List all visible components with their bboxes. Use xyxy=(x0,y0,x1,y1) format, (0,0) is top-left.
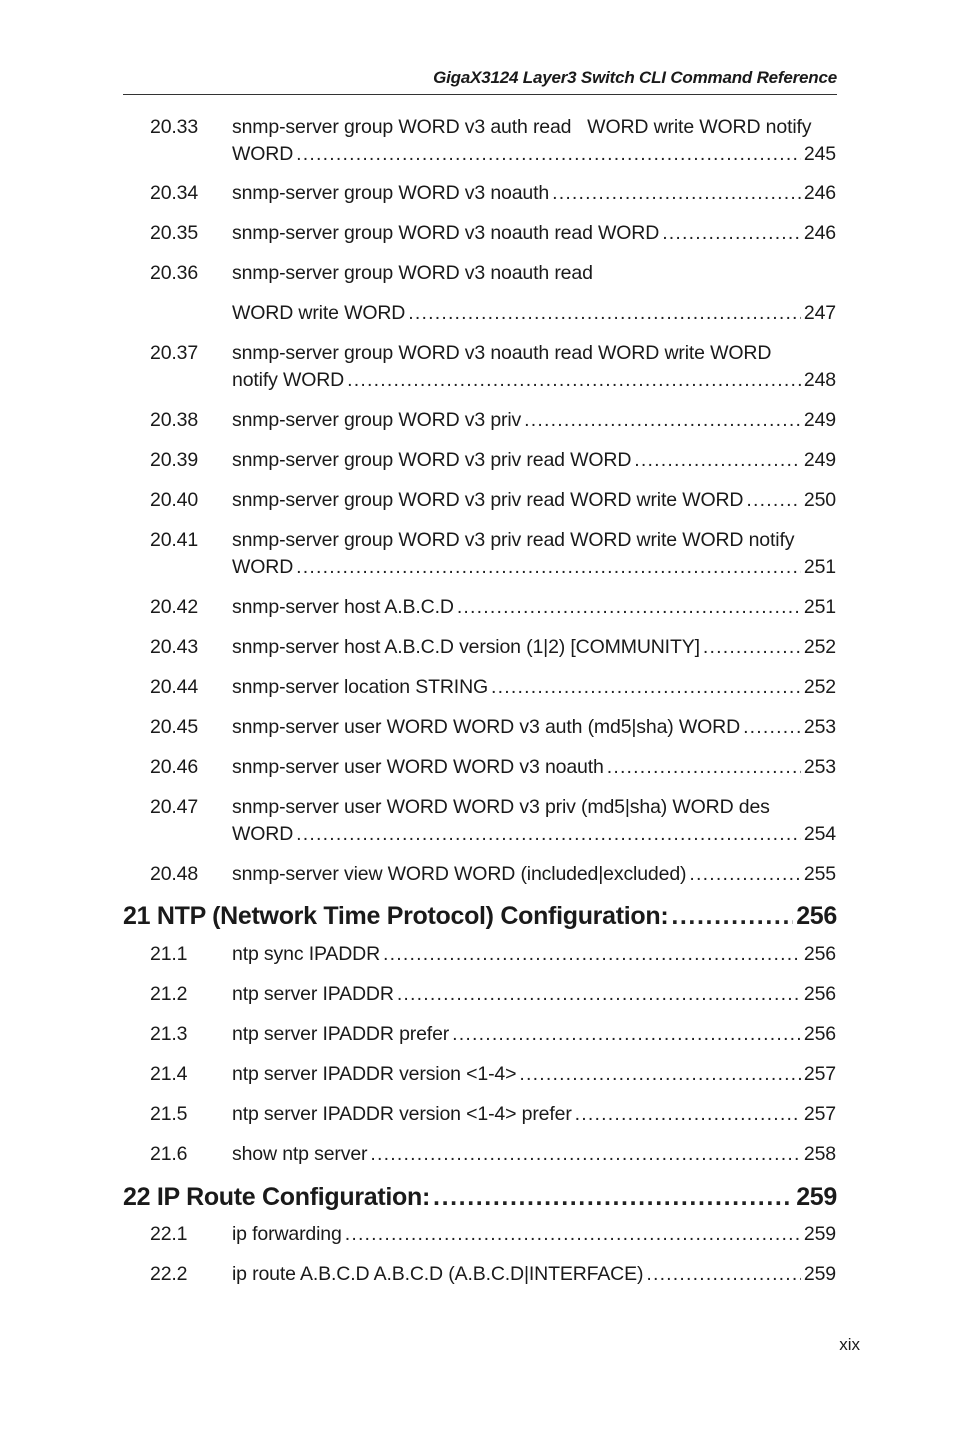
toc-entry-number: 20.45 xyxy=(150,716,199,738)
toc-entry-title-line1: snmp-server group WORD v3 noauth read xyxy=(232,262,593,284)
toc-entry-title: ntp sync IPADDR xyxy=(232,943,381,965)
toc-entry-title: notify WORD xyxy=(232,369,345,391)
dot-leader xyxy=(296,554,801,581)
toc-entry-title: snmp-server view WORD WORD (included|excluded) xyxy=(232,863,687,885)
toc-entry-title: ntp server IPADDR version <1-4> prefer xyxy=(232,1103,572,1125)
toc-entry-page: 247 xyxy=(803,302,836,324)
toc-entry-title: snmp-server group WORD v3 priv read WORD xyxy=(232,449,632,471)
toc-entry-number: 20.35 xyxy=(150,222,199,244)
toc-entry-title: snmp-server user WORD WORD v3 noauth xyxy=(232,756,604,778)
toc-entry-number: 20.48 xyxy=(150,863,199,885)
toc-entry-page: 249 xyxy=(803,409,836,431)
dot-leader xyxy=(383,941,801,968)
toc-entry-title: WORD write WORD xyxy=(232,302,406,324)
page-number: xix xyxy=(839,1335,860,1354)
toc-entry-number: 20.33 xyxy=(150,116,199,138)
dot-leader xyxy=(671,900,793,932)
toc-entry-title: ip route A.B.C.D A.B.C.D (A.B.C.D|INTERFACE) xyxy=(232,1263,644,1285)
toc-entry-title: snmp-server group WORD v3 priv read WORD write WORD xyxy=(232,489,744,511)
toc-entry-title: WORD xyxy=(232,823,294,845)
toc-entry-number: 20.41 xyxy=(150,529,199,551)
dot-leader xyxy=(746,487,801,514)
toc-chapter-title: 21 NTP (Network Time Protocol) Configuration: xyxy=(123,902,669,930)
toc-entry-title: WORD xyxy=(232,143,294,165)
toc-entry-page: 256 xyxy=(803,1023,836,1045)
toc-chapter-page: 256 xyxy=(796,902,837,930)
toc-entry-page: 259 xyxy=(803,1263,836,1285)
toc-entry-number: 22.1 xyxy=(150,1223,188,1245)
toc-chapter-21[interactable] xyxy=(123,900,837,932)
dot-leader xyxy=(575,1101,801,1128)
dot-leader xyxy=(347,367,801,394)
dot-leader xyxy=(296,821,801,848)
toc-entry-page: 252 xyxy=(803,676,836,698)
toc-entry-page: 253 xyxy=(803,716,836,738)
toc-entry-page: 249 xyxy=(803,449,836,471)
dot-leader xyxy=(519,1061,801,1088)
toc-entry-title: snmp-server host A.B.C.D xyxy=(232,596,454,618)
toc-entry-page: 252 xyxy=(803,636,836,658)
dot-leader xyxy=(662,220,801,247)
toc-entry-page: 259 xyxy=(803,1223,836,1245)
toc-entry-title: ntp server IPADDR xyxy=(232,983,394,1005)
dot-leader xyxy=(408,300,801,327)
toc-entry-page: 257 xyxy=(803,1063,836,1085)
dot-leader xyxy=(689,861,801,888)
dot-leader xyxy=(524,407,801,434)
toc-entry-page: 256 xyxy=(803,983,836,1005)
dot-leader xyxy=(703,634,801,661)
toc-entry-title: snmp-server group WORD v3 priv xyxy=(232,409,522,431)
toc-entry-title: WORD xyxy=(232,556,294,578)
dot-leader xyxy=(646,1261,801,1288)
dot-leader xyxy=(397,981,801,1008)
dot-leader xyxy=(345,1221,801,1248)
toc-entry-title: snmp-server location STRING xyxy=(232,676,489,698)
toc-chapter-page: 259 xyxy=(796,1183,837,1211)
toc-entry-title: snmp-server host A.B.C.D version (1|2) [COMMUNITY] xyxy=(232,636,700,658)
toc-entry-number: 21.4 xyxy=(150,1063,188,1085)
toc-entry-number: 20.46 xyxy=(150,756,199,778)
dot-leader xyxy=(370,1141,801,1168)
page-header: GigaX3124 Layer3 Switch CLI Command Reference xyxy=(433,68,837,87)
toc-entry-number: 20.36 xyxy=(150,262,199,284)
toc-entry-page: 254 xyxy=(803,823,836,845)
dot-leader xyxy=(452,1021,801,1048)
toc-entry-title: ip forwarding xyxy=(232,1223,342,1245)
toc-entry-number: 21.1 xyxy=(150,943,188,965)
toc-entry-number: 21.3 xyxy=(150,1023,188,1045)
toc-entry-number: 22.2 xyxy=(150,1263,188,1285)
toc-entry-page: 251 xyxy=(803,596,836,618)
dot-leader xyxy=(457,594,801,621)
dot-leader xyxy=(607,754,801,781)
toc-entry-title-line1: snmp-server group WORD v3 priv read WORD write WORD notify xyxy=(232,529,795,551)
toc-entry-number: 21.5 xyxy=(150,1103,188,1125)
toc-entry-title: snmp-server user WORD WORD v3 auth (md5|sha) WORD xyxy=(232,716,741,738)
toc-entry-number: 20.47 xyxy=(150,796,199,818)
toc-entry-page: 246 xyxy=(803,222,836,244)
toc-entry-title-line1: snmp-server group WORD v3 noauth read WORD write WORD xyxy=(232,342,772,364)
dot-leader xyxy=(491,674,801,701)
toc-entry-title: ntp server IPADDR version <1-4> xyxy=(232,1063,517,1085)
toc-entry-page: 257 xyxy=(803,1103,836,1125)
header-rule xyxy=(123,94,837,95)
toc-entry-title-line1: snmp-server group WORD v3 auth read WORD write WORD notify xyxy=(232,116,812,138)
toc-entry-title: ntp server IPADDR prefer xyxy=(232,1023,450,1045)
toc-entry-page: 258 xyxy=(803,1143,836,1165)
toc-entry-title: snmp-server group WORD v3 noauth read WORD xyxy=(232,222,660,244)
toc-entry-number: 21.2 xyxy=(150,983,188,1005)
dot-leader xyxy=(552,180,801,207)
toc-entry-title-line1: snmp-server user WORD WORD v3 priv (md5|sha) WORD des xyxy=(232,796,770,818)
toc-entry-page: 246 xyxy=(803,182,836,204)
toc-chapter-title: 22 IP Route Configuration: xyxy=(123,1183,431,1211)
toc-entry-page: 248 xyxy=(803,369,836,391)
toc-entry-title: snmp-server group WORD v3 noauth xyxy=(232,182,550,204)
toc-entry-number: 21.6 xyxy=(150,1143,188,1165)
toc-entry-page: 255 xyxy=(803,863,836,885)
dot-leader xyxy=(296,141,801,168)
toc-entry-number: 20.34 xyxy=(150,182,199,204)
toc-entry-page: 251 xyxy=(803,556,836,578)
dot-leader xyxy=(433,1181,793,1213)
toc-entry-number: 20.42 xyxy=(150,596,199,618)
toc-entry-number: 20.37 xyxy=(150,342,199,364)
toc-entry-number: 20.44 xyxy=(150,676,199,698)
toc-entry-title: show ntp server xyxy=(232,1143,368,1165)
dot-leader xyxy=(634,447,801,474)
toc-entry-page: 253 xyxy=(803,756,836,778)
dot-leader xyxy=(743,714,801,741)
toc-entry-page: 256 xyxy=(803,943,836,965)
toc-entry-number: 20.43 xyxy=(150,636,199,658)
toc-entry-page: 250 xyxy=(803,489,836,511)
toc-entry-number: 20.39 xyxy=(150,449,199,471)
toc-entry-page: 245 xyxy=(803,143,836,165)
toc-entry-number: 20.38 xyxy=(150,409,199,431)
toc-chapter-22[interactable] xyxy=(123,1181,837,1213)
toc-entry-number: 20.40 xyxy=(150,489,199,511)
